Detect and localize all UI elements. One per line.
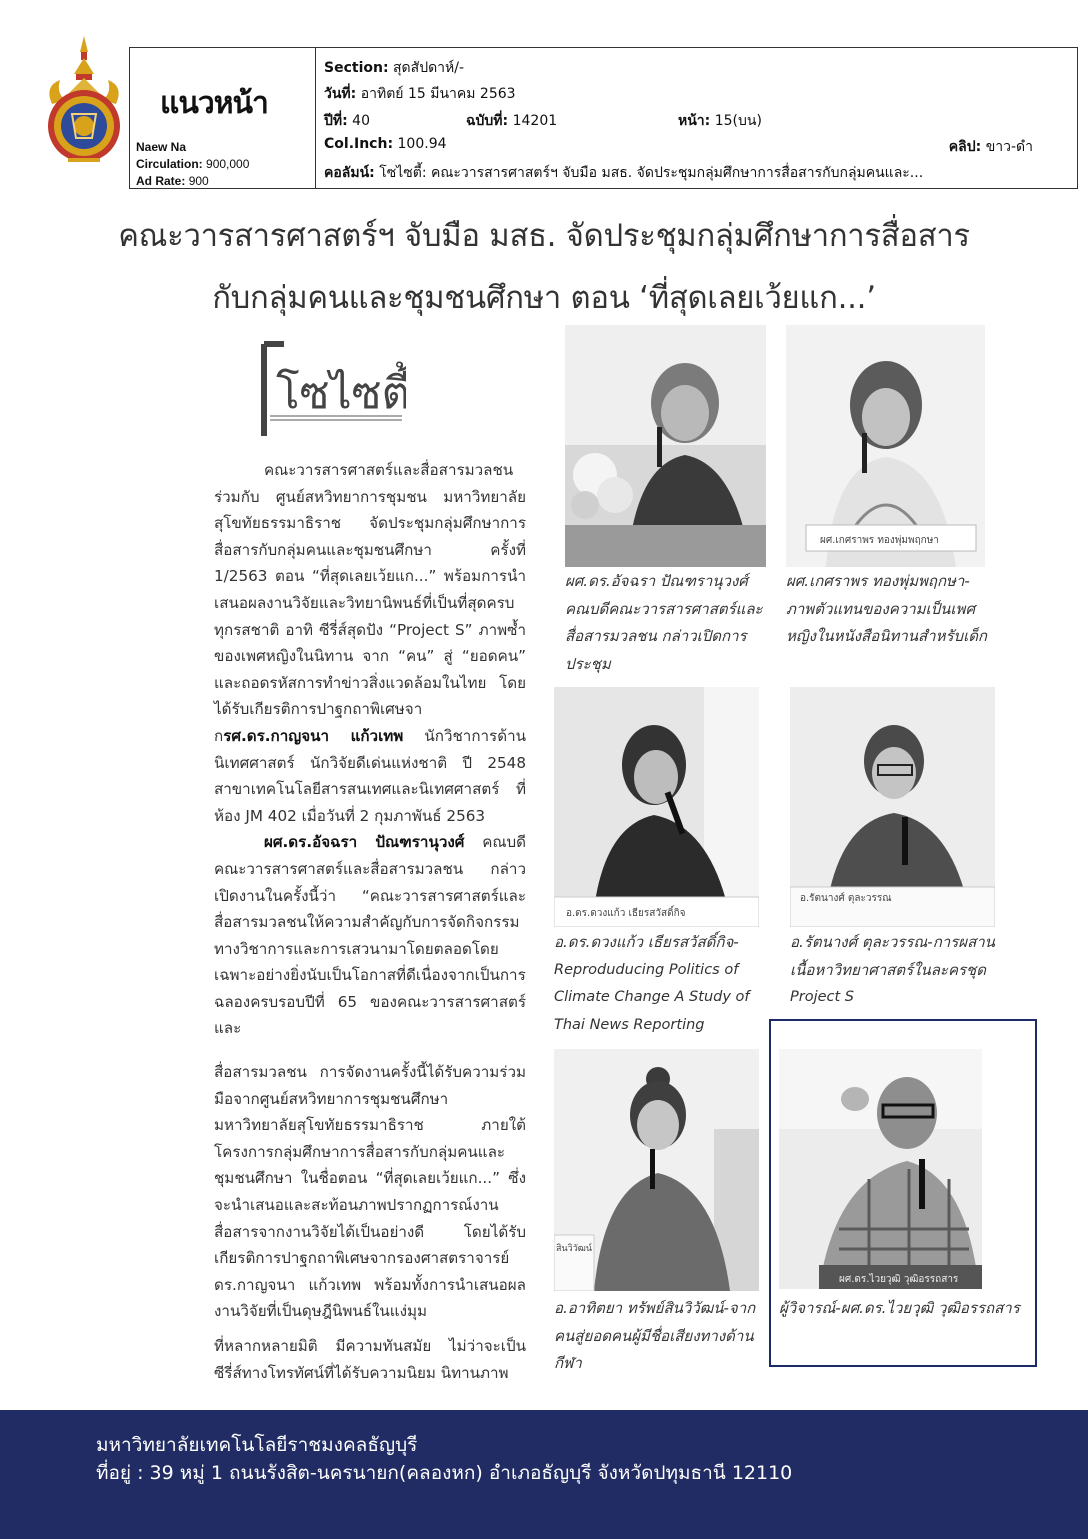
photo-4-caption-en: Project S <box>790 989 854 1005</box>
paragraph-2: ผศ.ดร.อัจฉรา ปัณฑรานุวงศ์ คณบดีคณะวารสารศาสตร์และสื่อสารมวลชน กล่าวเปิดงานในครั้งนี้ว่า “คณะวารสารศาสตร์และสื่อสารมวลชนให้ความสำคัญกับการจัดกิจกรรมทางวิชาการและการเสวนามาโดยตลอดโดยเฉพาะอย่างยิ่งนับเป็นโอกาสที่ดีเนื่องจากเป็นการฉลองครบรอบปีที่ 65 ของคณะวารสารศาสตร์และ <box>214 833 526 1038</box>
newspaper-name: แนวหน้า <box>160 86 268 121</box>
article-body-part-3 <box>214 1333 526 1387</box>
nameplate-kesaraporn: ผศ.เกศราพร ทองพุ่มพฤกษา <box>820 535 939 546</box>
issue-row: ฉบับที่: 14201 <box>466 113 558 129</box>
paragraph-4: ที่หลากหลายมิติ มีความทันสมัย ไม่ว่าจะเป็นซีรี่ส์ทางโทรทัศน์ที่ได้รับความนิยม นิทานภาพ <box>214 1337 526 1382</box>
headline-line-1: คณะวารสารศาสตร์ฯ จับมือ มสธ. จัดประชุมกลุ่มศึกษาการสื่อสาร <box>118 218 970 254</box>
column-row: คอลัมน์: โซไซตี้: คณะวารสารศาสตร์ฯ จับมือ มสธ. จัดประชุมกลุ่มศึกษาการสื่อสารกับกลุ่มคนและ... <box>324 165 924 181</box>
clipping-meta-box <box>315 47 1078 189</box>
photo-5-caption: อ.อาทิตยา ทรัพย์สินวิวัฒน์-จากคนสู่ยอดคนผู้มีชื่อเสียงทางด้านกีฬา <box>554 1299 756 1372</box>
photo-reviewer-waiyawut <box>779 1049 982 1289</box>
photo-4-caption-th: อ.รัตนางศ์ ตุละวรรณ-การผสานเนื้อหาวิทยาศาสตร์ในละครชุด <box>790 933 995 979</box>
footer-bar <box>0 1410 1088 1539</box>
photo-3-caption-th: อ.ดร.ดวงแก้ว เธียรสวัสดิ์กิจ- <box>554 933 739 951</box>
column-title-text: โซไซตี้ <box>276 368 406 419</box>
photo-presenter-kesaraporn <box>786 325 985 567</box>
article-body-part-2 <box>214 1059 526 1329</box>
ad-rate: Ad Rate: 900 <box>136 174 209 188</box>
date-row: วันที่: อาทิตย์ 15 มีนาคม 2563 <box>324 86 516 102</box>
publication-box <box>129 47 315 189</box>
photo-presenter-athitaya <box>554 1049 759 1291</box>
photo-presenter-rattanang <box>790 687 995 927</box>
nameplate-duangkaew: อ.ดร.ดวงแก้ว เธียรสวัสดิ์กิจ <box>566 908 686 919</box>
nameplate-rattanang: อ.รัตนางศ์ ตุละวรรณ <box>800 893 892 904</box>
section-row: Section: สุดสัปดาห์/- <box>324 60 465 76</box>
circulation: Circulation: 900,000 <box>136 157 250 171</box>
paragraph-1: คณะวารสารศาสตร์และสื่อสารมวลชน ร่วมกับ ศูนย์สหวิทยาการชุมชน มหาวิทยาลัยสุโขทัยธรรมาธิราช จัดประชุมกลุ่มศึกษาการสื่อสารกับกลุ่มคนและชุมชนศึกษา ครั้งที่ 1/2563 ตอน “ที่สุดเลยเว้ยแก...” พร้อมการนำเสนอผลงานวิจัยและวิทยานิพนธ์ที่เป็นที่สุดครบทุกรสชาติ อาทิ ซีรี่ส์สุดปัง “Project S” ภาพซ้ำของเพศหญิงในนิทาน จาก “คน” สู่ “ยอดคน” และถอดรหัสการทำข่าวสิ่งแวดล้อมในไทย โดยได้รับเกียรติการปาฐกถาพิเศษจากรศ.ดร.กาญจนา แก้วเทพ นักวิชาการด้านนิเทศศาสตร์ นักวิจัยดีเด่นแห่งชาติ ปี 2548 สาขาเทคโนโลยีสารสนเทศและนิเทศศาสตร์ ที่ห้อง JM 402 เมื่อวันที่ 2 กุมภาพันธ์ 2563 <box>214 461 526 825</box>
year-row: ปีที่: 40 <box>324 113 370 129</box>
university-seal-logo <box>38 34 130 164</box>
photo-dean-speaking <box>565 325 766 567</box>
photo-3-caption-en: Reproduducing Politics of Climate Change A Study of Thai News Reporting <box>554 961 750 1033</box>
column-title <box>256 338 406 440</box>
nameplate-athitaya: สินวิวัฒน์ <box>556 1244 593 1254</box>
nameplate-waiyawut: ผศ.ดร.ไวยวุฒิ วุฒิอรรถสาร <box>839 1274 959 1285</box>
newspaper-name-en: Naew Na <box>136 140 187 154</box>
photo-6-caption: ผู้วิจารณ์-ผศ.ดร.ไวยวุฒิ วุฒิอรรถสาร <box>779 1299 1020 1317</box>
article-body-part-1 <box>214 457 526 1044</box>
photo-1-caption: ผศ.ดร.อัจฉรา ปัณฑรานุวงศ์ คณบดีคณะวารสารศาสตร์และสื่อสารมวลชน กล่าวเปิดการประชุม <box>565 572 763 673</box>
photo-presenter-duangkaew <box>554 687 759 927</box>
headline-line-2: กับกลุ่มคนและชุมชนศึกษา ตอน ‘ที่สุดเลยเว้ยแก...’ <box>212 280 876 316</box>
clip-row: คลิป: ขาว-ดำ <box>948 139 1033 155</box>
page-row: หน้า: 15(บน) <box>678 113 762 129</box>
footer-university-name: มหาวิทยาลัยเทคโนโลยีราชมงคลธัญบุรี <box>96 1434 418 1456</box>
paragraph-3: สื่อสารมวลชน การจัดงานครั้งนี้ได้รับความร่วมมือจากศูนย์สหวิทยาการชุมชนศึกษา มหาวิทยาลัยสุโขทัยธรรมาธิราช ภายใต้โครงการกลุ่มศึกษาการสื่อสารกับกลุ่มคนและชุมชนศึกษา ในชื่อตอน “ที่สุดเลยเว้ยแก...” ซึ่งจะนำเสนอและสะท้อนภาพปรากฏการณ์งานสื่อสารจากงานวิจัยได้เป็นอย่างดี โดยได้รับเกียรติการปาฐกถาพิเศษจากรองศาสตราจารย์ ดร.กาญจนา แก้วเทพ พร้อมทั้งการนำเสนอผลงานวิจัยที่เป็นดุษฎีนิพนธ์ในแง่มุม <box>214 1063 526 1321</box>
footer-address: ที่อยู่ : 39 หมู่ 1 ถนนรังสิต-นครนายก(คลองหก) อำเภอธัญบุรี จังหวัดปทุมธานี 12110 <box>96 1462 793 1484</box>
colinch-row: Col.Inch: 100.94 <box>324 136 447 152</box>
photo-4-caption <box>790 929 1000 1012</box>
photo-3-caption <box>554 929 764 1039</box>
photo-2-caption: ผศ.เกศราพร ทองพุ่มพฤกษา-ภาพตัวแทนของความเป็นเพศหญิงในหนังสือนิทานสำหรับเด็ก <box>786 572 988 645</box>
